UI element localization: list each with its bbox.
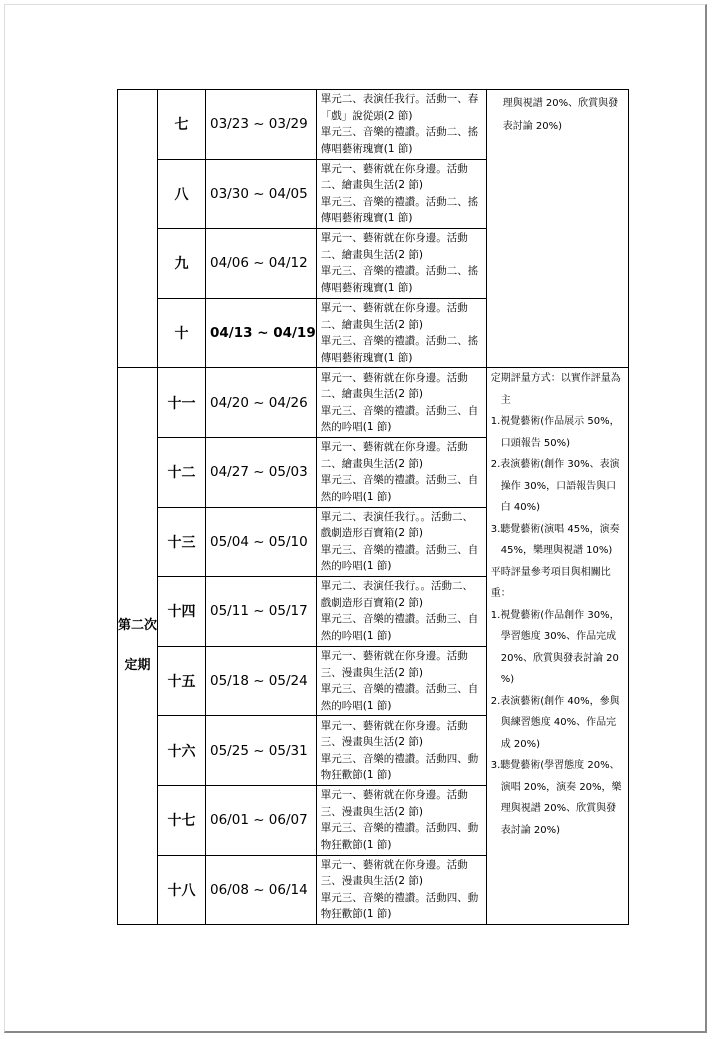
week-number: 八 (158, 159, 206, 229)
week-number: 十三 (158, 507, 206, 577)
assessment-cell-top: 理與視譜 20%、欣賞與發 表討論 20%) (486, 90, 628, 368)
week-number: 七 (158, 90, 206, 160)
week-dates: 03/30 ~ 04/05 (206, 159, 317, 229)
table-row (118, 368, 629, 438)
week-content: 單元一、藝術就在你身邊。活動 二、繪畫與生活(2 節) 單元三、音樂的禮讚。活動二、搖 傳唱藝術瑰寶(1 節) (316, 229, 486, 299)
week-dates: 05/25 ~ 05/31 (206, 716, 317, 786)
period-label: 第二次 定期 (118, 368, 158, 925)
week-dates: 05/18 ~ 05/24 (206, 646, 317, 716)
week-content: 單元一、藝術就在你身邊。活動 二、繪畫與生活(2 節) 單元三、音樂的禮讚。活動三、自 然的吟唱(1 節) (316, 368, 486, 438)
week-dates: 04/20 ~ 04/26 (206, 368, 317, 438)
week-dates: 03/23 ~ 03/29 (206, 90, 317, 160)
week-content: 單元一、藝術就在你身邊。活動 三、漫畫與生活(2 節) 單元三、音樂的禮讚。活動四、動 物狂歡節(1 節) (316, 855, 486, 925)
period-cell-empty (118, 90, 158, 368)
assessment-cell: 定期評量方式：以實作評量為 主 1.視覺藝術(作品展示 50%， 口頭報告 50%) 2.表演藝術(創作 30%、表演 操作 30%，口語報告與口 白 40%) 3.聽覺藝術(演唱 45%，演奏 45%，樂理與視譜 10%) 平時評量參考項目與相關比 重： 1.視覺藝術(作品創作 30%， 學習態度 30%、作品完成 20%、欣賞與發表討論 20 %) 2.表演藝術(創作 40%，參與 與練習態度 40%、作品完 成 20%) 3.聽覺藝術(學習態度 20%、 演唱 20%，演奏 20%，樂 理與視譜 20%、欣賞與發 表討論 20%) (486, 368, 628, 925)
week-dates: 05/04 ~ 05/10 (206, 507, 317, 577)
week-content: 單元二、表演任我行。。活動二、 戲劇造形百寶箱(2 節) 單元三、音樂的禮讚。活動三、自 然的吟唱(1 節) (316, 507, 486, 577)
week-dates: 06/01 ~ 06/07 (206, 785, 317, 855)
schedule-table (117, 89, 629, 925)
week-dates: 05/11 ~ 05/17 (206, 577, 317, 647)
table-row (118, 90, 629, 160)
week-content: 單元一、藝術就在你身邊。活動 三、漫畫與生活(2 節) 單元三、音樂的禮讚。活動三、自 然的吟唱(1 節) (316, 646, 486, 716)
week-number: 十七 (158, 785, 206, 855)
week-number: 九 (158, 229, 206, 299)
week-content: 單元一、藝術就在你身邊。活動 三、漫畫與生活(2 節) 單元三、音樂的禮讚。活動四、動 物狂歡節(1 節) (316, 716, 486, 786)
week-dates: 06/08 ~ 06/14 (206, 855, 317, 925)
week-dates: 04/13 ~ 04/19 (206, 298, 317, 368)
week-number: 十 (158, 298, 206, 368)
week-number: 十八 (158, 855, 206, 925)
week-content: 單元一、藝術就在你身邊。活動 二、繪畫與生活(2 節) 單元三、音樂的禮讚。活動二、搖 傳唱藝術瑰寶(1 節) (316, 298, 486, 368)
week-content: 單元二、表演任我行。。活動二、 戲劇造形百寶箱(2 節) 單元三、音樂的禮讚。活動三、自 然的吟唱(1 節) (316, 577, 486, 647)
week-number: 十六 (158, 716, 206, 786)
week-dates: 04/27 ~ 05/03 (206, 437, 317, 507)
week-number: 十一 (158, 368, 206, 438)
week-content: 單元一、藝術就在你身邊。活動 三、漫畫與生活(2 節) 單元三、音樂的禮讚。活動四、動 物狂歡節(1 節) (316, 785, 486, 855)
week-content: 單元一、藝術就在你身邊。活動 二、繪畫與生活(2 節) 單元三、音樂的禮讚。活動二、搖 傳唱藝術瑰寶(1 節) (316, 159, 486, 229)
week-number: 十四 (158, 577, 206, 647)
week-number: 十二 (158, 437, 206, 507)
week-number: 十五 (158, 646, 206, 716)
week-content: 單元一、藝術就在你身邊。活動 二、繪畫與生活(2 節) 單元三、音樂的禮讚。活動三、自 然的吟唱(1 節) (316, 437, 486, 507)
week-content: 單元二、表演任我行。活動一、春 「戲」說從頭(2 節) 單元三、音樂的禮讚。活動二、搖 傳唱藝術瑰寶(1 節) (316, 90, 486, 160)
week-dates: 04/06 ~ 04/12 (206, 229, 317, 299)
